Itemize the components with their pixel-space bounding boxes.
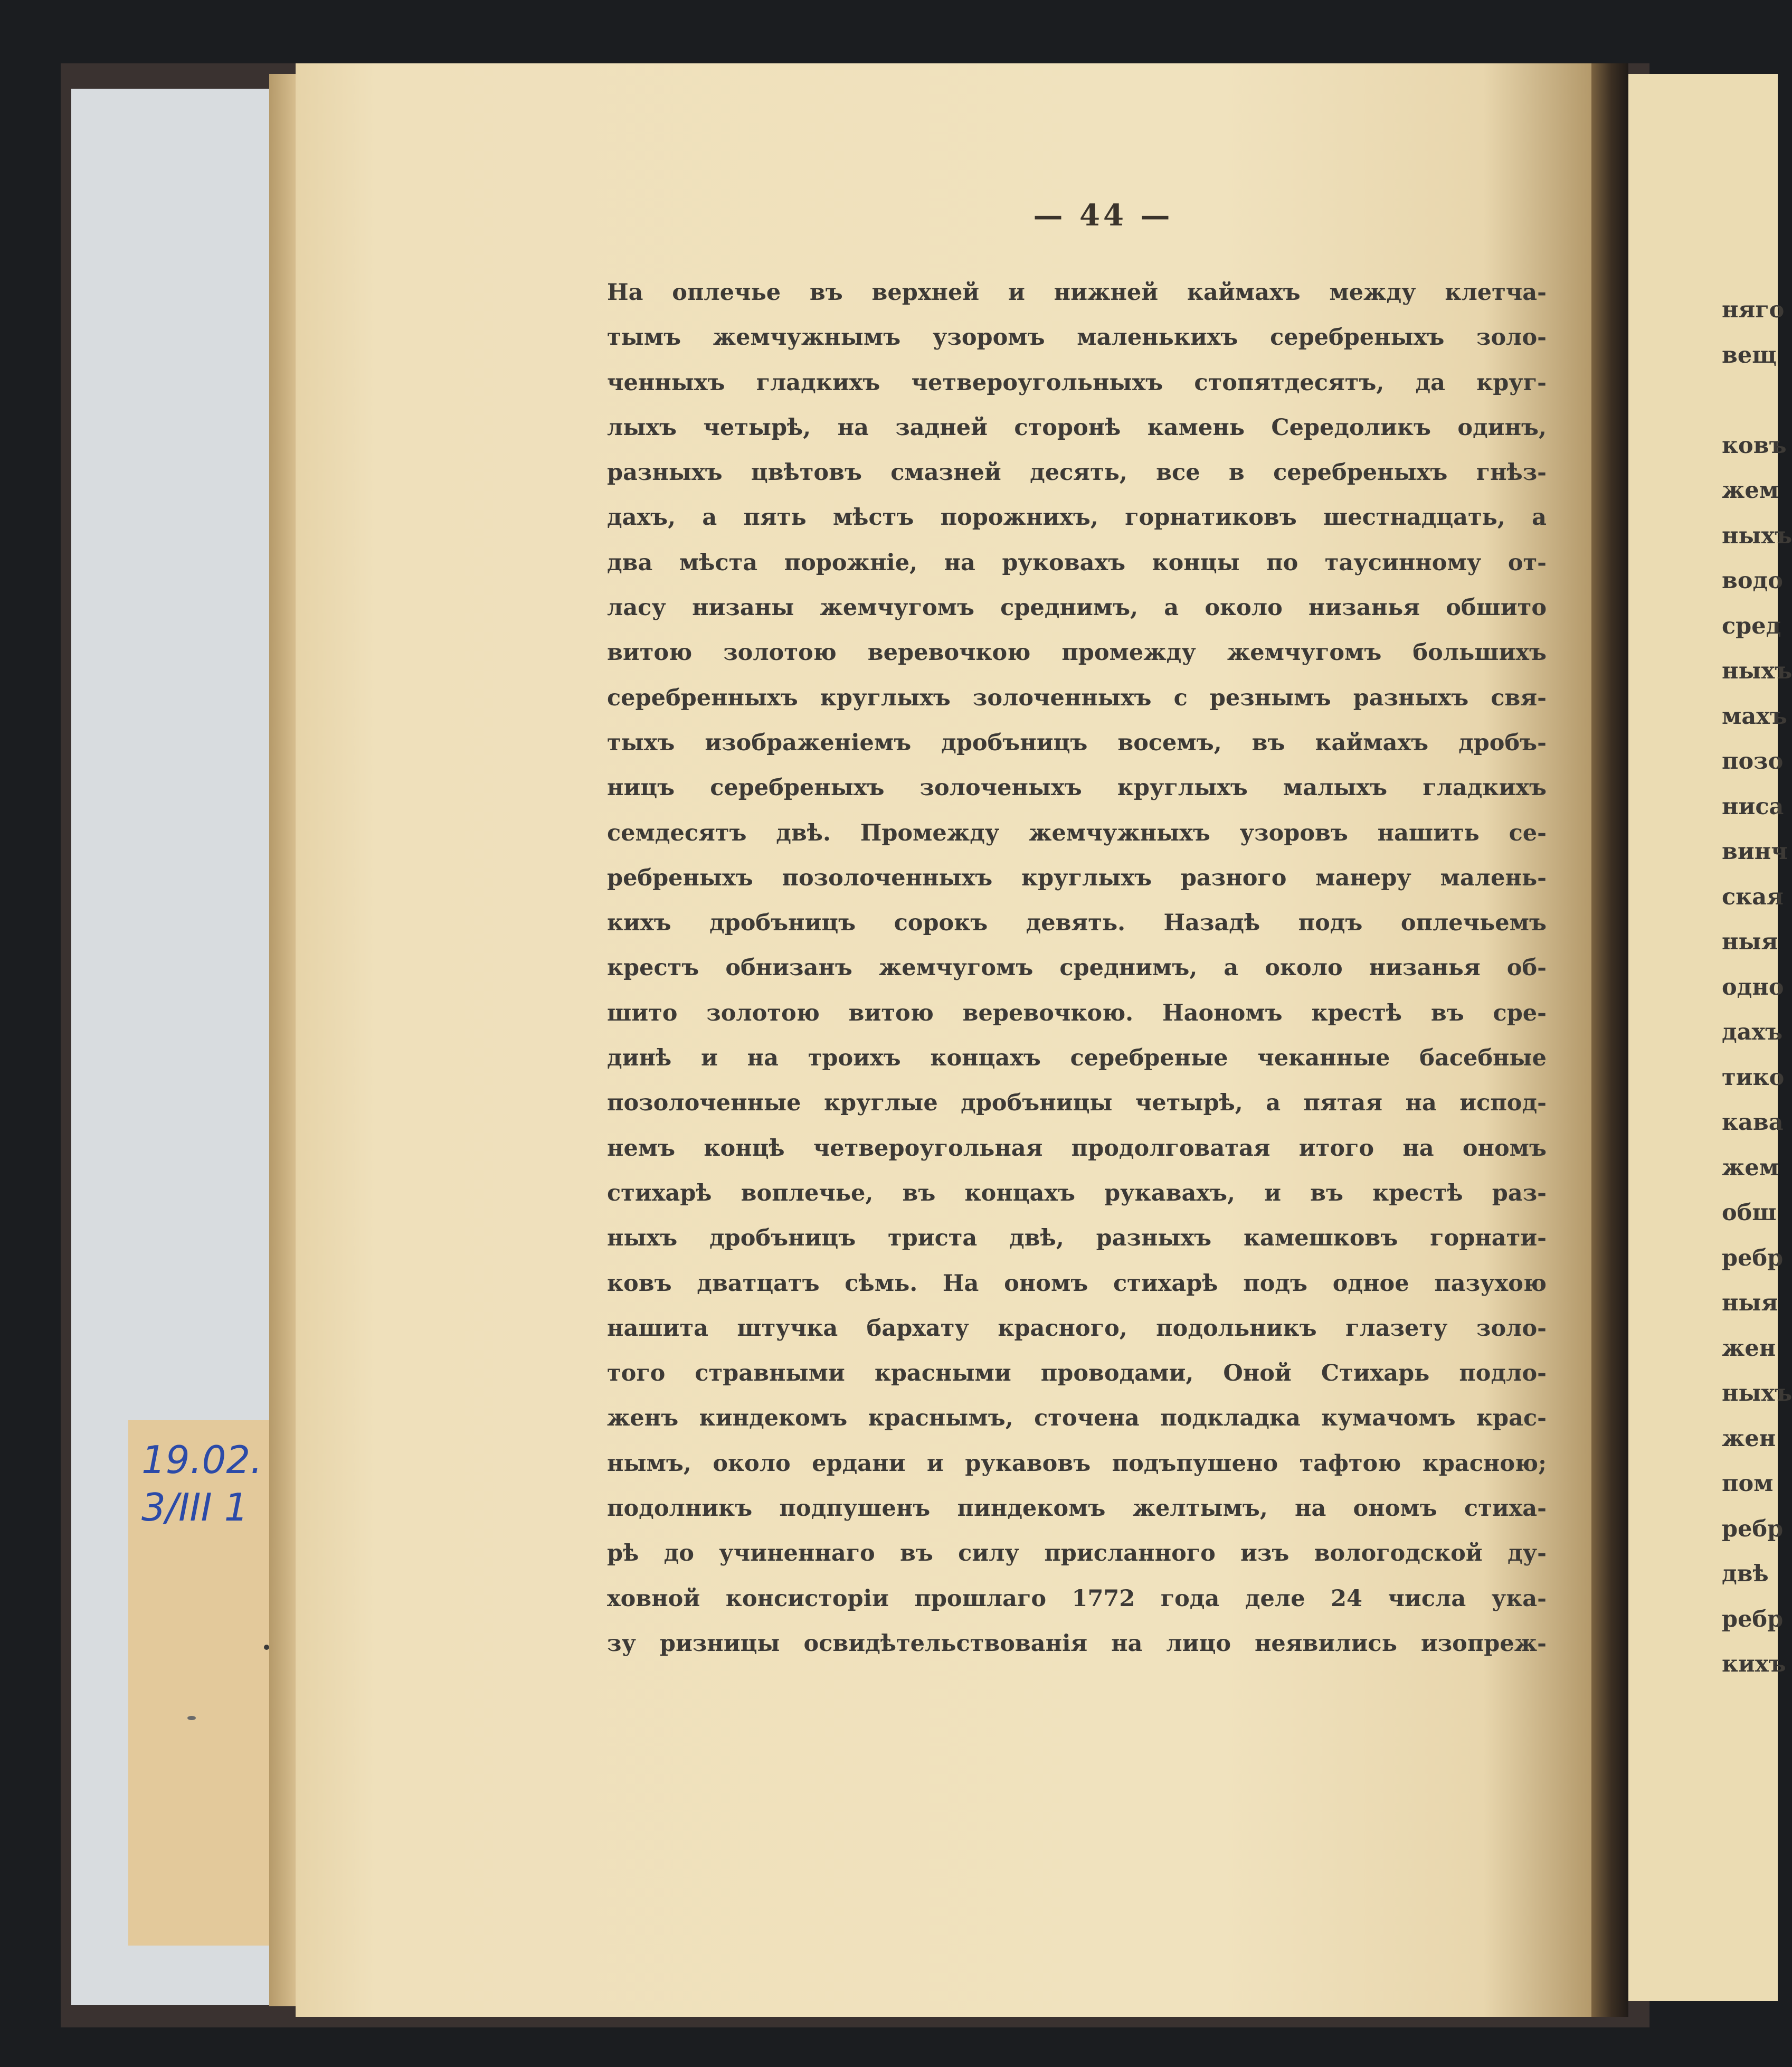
- text-line: нымъ, около ердани и рукавовъ подъпушено тафтою красною;: [607, 1450, 1547, 1477]
- text-line: семдесятъ двѣ. Промежду жемчужныхъ узоровъ нашить се-: [607, 819, 1547, 846]
- facing-line-fragment: ныя: [1722, 929, 1778, 955]
- text-line: нашита штучка бархату красного, подольникъ глазету золо-: [607, 1315, 1547, 1342]
- facing-line-fragment: позо: [1722, 748, 1784, 775]
- facing-line-fragment: двѣ: [1722, 1561, 1769, 1587]
- facing-page-text: [1722, 288, 1792, 1687]
- text-line: стихарѣ воплечье, въ концахъ рукавахъ, и въ крестѣ раз-: [607, 1179, 1547, 1206]
- facing-line-fragment: ская: [1722, 883, 1784, 910]
- text-line: серебренныхъ круглыхъ золоченныхъ с резнымъ разныхъ свя-: [607, 684, 1547, 711]
- facing-line-fragment: обш: [1722, 1200, 1777, 1226]
- text-line: ласу низаны жемчугомъ среднимъ, а около низанья обшито: [607, 594, 1547, 621]
- page-text: [607, 270, 1547, 1666]
- text-line: два мѣста порожніе, на руковахъ концы по таусинному от-: [607, 549, 1547, 576]
- ink-smudge: [187, 1716, 196, 1720]
- text-line: ныхъ дробъницъ триста двѣ, разныхъ камешковъ горнати-: [607, 1225, 1547, 1252]
- facing-line-fragment: кава: [1722, 1109, 1784, 1136]
- text-line: ницъ серебреныхъ золоченыхъ круглыхъ малыхъ гладкихъ: [607, 775, 1547, 801]
- handwritten-shelfmark: [141, 1436, 262, 1531]
- text-line: тыхъ изображеніемъ дробъницъ восемъ, въ каймахъ дробъ-: [607, 729, 1547, 756]
- text-line: кихъ дробъницъ сорокъ девять. Назадѣ подъ оплечьемъ: [607, 910, 1547, 937]
- facing-line-fragment: вещ: [1722, 342, 1777, 369]
- text-line: зу ризницы освидѣтельствованія на лицо неявились изопреж-: [607, 1630, 1547, 1657]
- text-line: ковъ дватцатъ сѣмь. На ономъ стихарѣ подъ одное пазухою: [607, 1270, 1547, 1297]
- text-line: подолникъ подпушенъ пиндекомъ желтымъ, на ономъ стиха-: [607, 1495, 1547, 1522]
- text-line: ченныхъ гладкихъ четвероугольныхъ стопятдесятъ, да круг-: [607, 369, 1547, 396]
- facing-line-fragment: водо: [1722, 568, 1783, 594]
- text-line: того стравными красными проводами, Оной Стихарь подло-: [607, 1360, 1547, 1387]
- shelfmark-line-2: 3/III 1: [141, 1485, 249, 1530]
- facing-line-fragment: одно: [1722, 974, 1784, 1001]
- facing-line-fragment: жем: [1722, 1154, 1779, 1181]
- text-line: ховной консисторіи прошлаго 1772 года деле 24 числа ука-: [607, 1585, 1547, 1612]
- text-line: На оплечье въ верхней и нижней каймахъ между клетча-: [607, 279, 1547, 306]
- facing-line-fragment: жем: [1722, 477, 1779, 504]
- text-line: женъ киндекомъ краснымъ, сточена подкладка кумачомъ крас-: [607, 1405, 1547, 1432]
- facing-line-fragment: ныя: [1722, 1290, 1778, 1316]
- facing-line-fragment: няго: [1722, 297, 1785, 323]
- facing-line-fragment: кихъ: [1722, 1651, 1786, 1677]
- text-line: лыхъ четырѣ, на задней сторонѣ камень Середоликъ одинъ,: [607, 414, 1547, 441]
- facing-line-fragment: жен: [1722, 1335, 1776, 1362]
- text-line: немъ концѣ четвероугольная продолговатая итого на ономъ: [607, 1135, 1547, 1162]
- facing-line-fragment: ныхъ: [1722, 1380, 1792, 1407]
- ink-dot: [264, 1645, 269, 1650]
- page-number: — 44 —: [1033, 198, 1173, 233]
- text-line: крестъ обнизанъ жемчугомъ среднимъ, а около низанья об-: [607, 955, 1547, 981]
- text-line: тымъ жемчужнымъ узоромъ маленькихъ серебреныхъ золо-: [607, 324, 1547, 351]
- facing-line-fragment: [1722, 378, 1778, 423]
- shelfmark-line-1: 19.02.: [141, 1438, 263, 1482]
- facing-line-fragment: ребр: [1722, 1244, 1784, 1271]
- book-gutter: [1591, 63, 1628, 2017]
- facing-line-fragment: ниса: [1722, 793, 1784, 820]
- facing-line-fragment: ныхъ: [1722, 658, 1792, 684]
- facing-line-fragment: ребр: [1722, 1606, 1784, 1632]
- facing-line-fragment: махъ: [1722, 703, 1787, 730]
- text-line: позолоченные круглые дробъницы четырѣ, а пятая на испод-: [607, 1090, 1547, 1117]
- text-line: шито золотою витою веревочкою. Наономъ крестѣ въ сре-: [607, 999, 1547, 1026]
- text-line: дахъ, а пять мѣстъ порожнихъ, горнатиковъ шестнадцать, а: [607, 504, 1547, 531]
- text-line: рѣ до учиненнаго въ силу присланного изъ вологодской ду-: [607, 1540, 1547, 1567]
- facing-line-fragment: жен: [1722, 1425, 1776, 1452]
- facing-line-fragment: ковъ: [1722, 432, 1787, 459]
- facing-line-fragment: сред: [1722, 612, 1781, 639]
- text-line: витою золотою веревочкою промежду жемчугомъ большихъ: [607, 639, 1547, 666]
- facing-line-fragment: ныхъ: [1722, 522, 1792, 549]
- facing-line-fragment: винч: [1722, 838, 1788, 865]
- text-line: динѣ и на троихъ концахъ серебреные чеканные басебные: [607, 1045, 1547, 1072]
- facing-line-fragment: ребр: [1722, 1515, 1784, 1542]
- text-line: разныхъ цвѣтовъ смазней десять, все в серебреныхъ гнѣз-: [607, 459, 1547, 486]
- text-line: ребреныхъ позолоченныхъ круглыхъ разного манеру малень-: [607, 864, 1547, 891]
- facing-line-fragment: дахъ: [1722, 1019, 1783, 1045]
- facing-line-fragment: тико: [1722, 1064, 1785, 1091]
- facing-line-fragment: пом: [1722, 1470, 1774, 1497]
